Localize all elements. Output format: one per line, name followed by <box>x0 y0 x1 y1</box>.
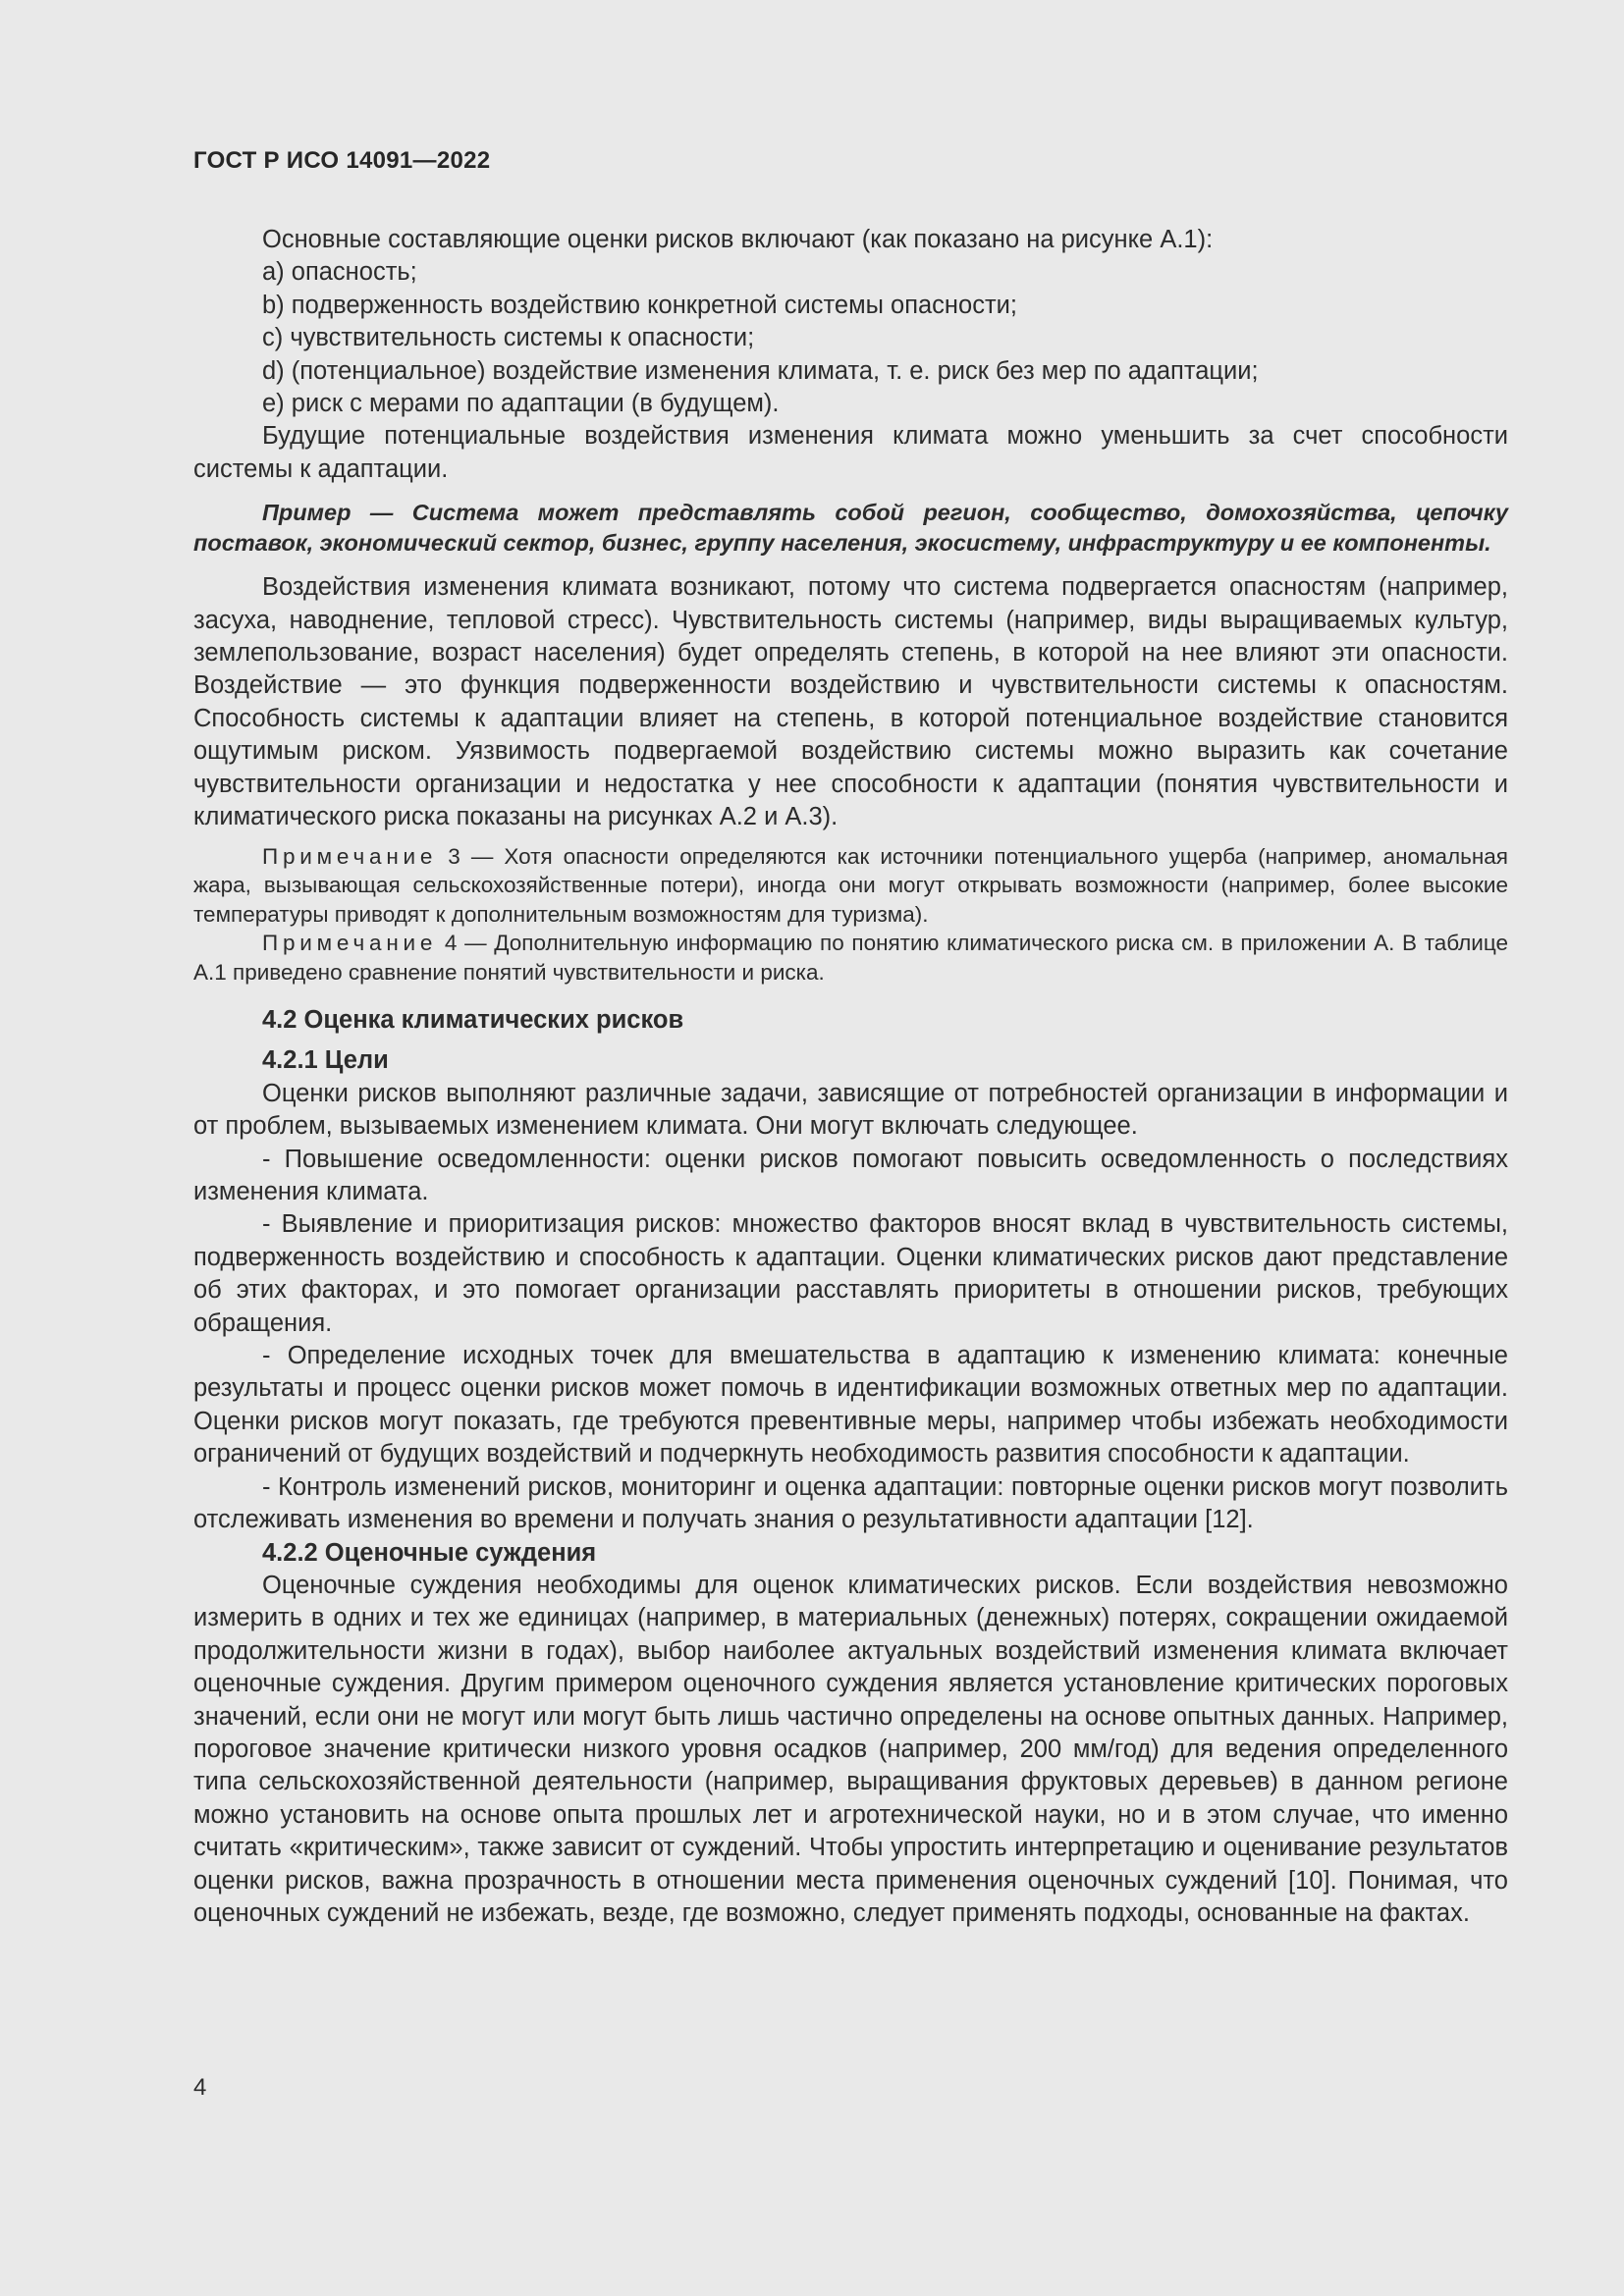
section-4-2-title: 4.2 Оценка климатических рисков <box>262 1006 684 1034</box>
page-content <box>193 224 1508 1930</box>
bullet-item: - Контроль изменений рисков, мониторинг и оценка адаптации: повторные оценки рисков могут позволить отслеживать изменения во времени и получать знания о результативности адаптации [12]. <box>193 1472 1508 1534</box>
note-4 <box>193 929 1508 987</box>
example-lead: Пример <box>262 500 352 526</box>
bullet-item: - Повышение осведомленности: оценки рисков помогают повысить осведомленность о последствиях изменения климата. <box>193 1145 1508 1206</box>
example-text: — Система может представлять собой регион, сообщество, домохозяйства, цепочку поставок, экономический сектор, бизнес, группу населения, экосистему, инфраструктуру и ее компоненты. <box>193 500 1508 556</box>
list-item: c) чувствительность системы к опасности; <box>262 324 755 352</box>
intro-lead: Основные составляющие оценки рисков включают (как показано на рисунке А.1): <box>262 226 1214 253</box>
note-label: Примечание <box>262 843 438 869</box>
list-item: e) риск с мерами по адаптации (в будущем). <box>262 390 780 418</box>
section-4-2-2-title: 4.2.2 Оценочные суждения <box>262 1538 597 1567</box>
example-block <box>193 498 1508 558</box>
section-4-2-1-title: 4.2.1 Цели <box>262 1046 389 1075</box>
page-number: 4 <box>193 2074 207 2101</box>
list-item: b) подверженность воздействию конкретной системы опасности; <box>262 291 1017 319</box>
document-header: ГОСТ Р ИСО 14091—2022 <box>193 147 491 174</box>
note-text: 4 — Дополнительную информацию по понятию климатического риска см. в приложении А. В таблице А.1 приведено сравнение понятий чувствительности и риска. <box>193 931 1508 985</box>
intro-after-paragraph: Будущие потенциальные воздействия изменения климата можно уменьшить за счет способности системы к адаптации. <box>193 422 1508 483</box>
bullet-item: - Определение исходных точек для вмешательства в адаптацию к изменению климата: конечные результаты и процесс оценки рисков может помочь в идентификации возможных ответных мер по адаптации. Оценки рисков могут показать, где требуются превентивные меры, например чтобы избежать необходимости ограничений от будущих воздействий и подчеркнуть необходимость развития способности к адаптации. <box>193 1342 1508 1468</box>
bullet-item: - Выявление и приоритизация рисков: множество факторов вносят вклад в чувствительность системы, подверженность воздействию и способность к адаптации. Оценки климатических рисков дают представление об этих факторах, и это помогает организации расставлять приоритеты в отношении рисков, требующих обращения. <box>193 1210 1508 1337</box>
list-item: d) (потенциальное) воздействие изменения климата, т. е. риск без мер по адаптации; <box>262 356 1259 385</box>
note-3 <box>193 842 1508 930</box>
list-item: a) опасность; <box>262 258 417 287</box>
note-label: Примечание <box>262 931 438 955</box>
section-4-2-1-intro: Оценки рисков выполняют различные задачи, зависящие от потребностей организации в информации и от проблем, вызываемых изменением климата. Они могут включать следующее. <box>193 1079 1508 1141</box>
note-text: 3 — Хотя опасности определяются как источники потенциального ущерба (например, аномальная жара, вызывающая сельскохозяйственные потери), иногда они могут открывать возможности (например, более высокие температуры приводят к дополнительным возможностям для туризма). <box>193 843 1508 927</box>
section-4-2-2-text: Оценочные суждения необходимы для оценок климатических рисков. Если воздействия невозможно измерить в одних и тех же единицах (например, в материальных (денежных) потерях, сокращении ожидаемой продолжительности жизни в годах), выбор наиболее актуальных воздействий изменения климата включает оценочные суждения. Другим примером оценочного суждения является установление критических пороговых значений, если они не могут или могут быть лишь частично определены на основе опытных данных. Например, пороговое значение критически низкого уровня осадков (например, 200 мм/год) для ведения определенного типа сельскохозяйственной деятельности (например, выращивания фруктовых деревьев) в данном регионе можно установить на основе опыта прошлых лет и агротехнической науки, но и в этом случае, что именно считать «критическим», также зависит от суждений. Чтобы упростить интерпретацию и оценивание результатов оценки рисков, важна прозрачность в отношении места применения оценочных суждений [10]. Понимая, что оценочных суждений не избежать, везде, где возможно, следует применять подходы, основанные на фактах. <box>193 1571 1508 1927</box>
impacts-paragraph: Воздействия изменения климата возникают, потому что система подвергается опасностям (например, засуха, наводнение, тепловой стресс). Чувствительность системы (например, виды выращиваемых культур, землепользование, возраст населения) будет определять степень, в которой на нее влияют эти опасности. Воздействие — это функция подверженности воздействию и чувствительности системы к опасностям. Способность системы к адаптации влияет на степень, в которой потенциальное воздействие становится ощутимым риском. Уязвимость подвергаемой воздействию системы можно выразить как сочетание чувствительности организации и недостатка у нее способности к адаптации (понятия чувствительности и климатического риска показаны на рисунках А.2 и А.3). <box>193 573 1508 831</box>
